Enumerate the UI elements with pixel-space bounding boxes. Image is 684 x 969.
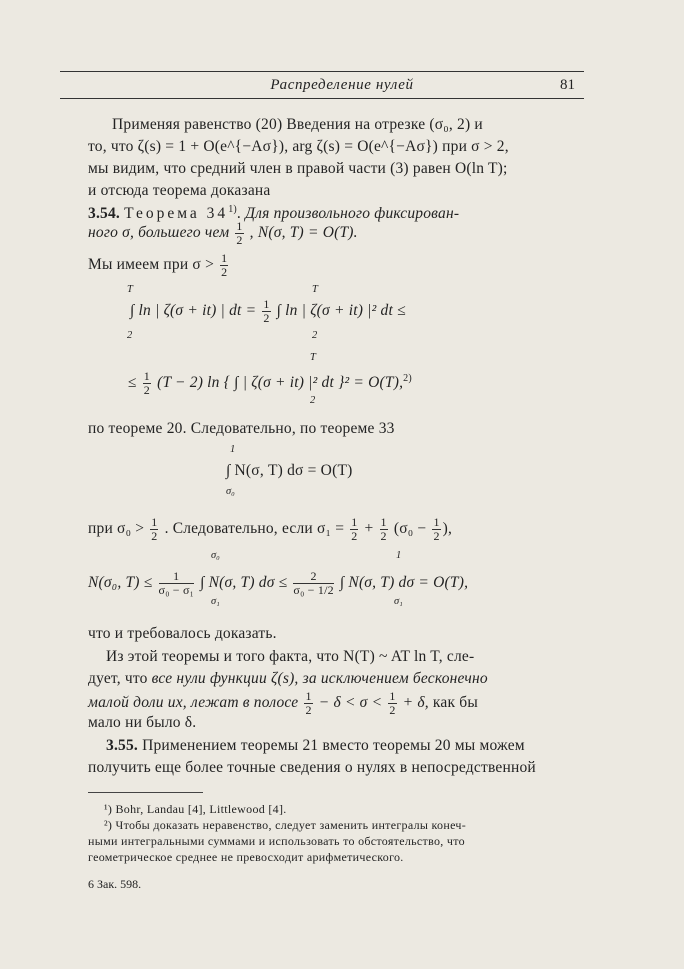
- eq2-lower-limit: 2: [310, 395, 316, 406]
- fraction-half: $\frac{1}{2}$: [236, 219, 243, 247]
- section-355-line-2: получить еще более точные сведения о нулях в непосредственной: [88, 759, 536, 776]
- eq4-lower-limit-2: σ₁: [394, 596, 403, 607]
- header-rule-top: [60, 71, 584, 72]
- text-line-3: мы видим, что средний член в правой части (3) равен O(ln T);: [88, 160, 508, 177]
- when-line: при σ₀ > $\frac{1}{2}$ . Следовательно, если σ₁ = $\frac{1}{2}$ + $\frac{1}{2}$ (σ₀ − $\frac{1}{2}$ ),: [88, 515, 453, 543]
- eq3-lower-limit: σ₀: [226, 486, 235, 497]
- equation-1: ∫ ln | ζ(σ + it) | dt = $\frac{1}{2}$ ∫ ln | ζ(σ + it) |² dt ≤: [130, 297, 406, 325]
- printer-signature: 6 Зак. 598.: [88, 877, 142, 891]
- we-have-line: Мы имеем при σ > $\frac{1}{2}$: [88, 251, 228, 279]
- running-head: Распределение нулей: [270, 77, 414, 93]
- header-rule-bottom: [60, 98, 584, 99]
- equation-3: ∫ N(σ, T) dσ = O(T): [226, 462, 353, 479]
- by-theorem-20-line: по теореме 20. Следовательно, по теореме 33: [88, 420, 395, 437]
- theorem-34-line-2: ного σ, большего чем $\frac{1}{2}$ , N(σ, T) = O(T).: [88, 219, 358, 247]
- footnote-2-line-1: ²) Чтобы доказать неравенство, следует заменить интегралы конеч-: [104, 818, 467, 832]
- footnote-rule: [88, 792, 203, 793]
- footnote-1: ¹) Bohr, Landau [4], Littlewood [4].: [104, 802, 287, 816]
- page-number: 81: [560, 77, 575, 93]
- text-line-4: и отсюда теорема доказана: [88, 182, 271, 199]
- theorem-34-heading: 3.54. Теорема 34$^{1)}$. Для произвольного фиксирован-: [88, 204, 460, 223]
- eq1-upper-limit: T: [127, 284, 133, 295]
- theorem-label: Теорема 34: [124, 205, 229, 223]
- corollary-line-1: Из этой теоремы и того факта, что N(T) ~ AT ln T, сле-: [106, 648, 475, 665]
- section-number: 3.54.: [88, 205, 120, 223]
- footnote-ref-2: 2): [403, 372, 412, 384]
- footnote-2-line-2: ными интегральными суммами и использовать то обстоятельство, что: [88, 834, 465, 848]
- eq1-lower-limit-2: 2: [312, 330, 318, 341]
- corollary-line-4: мало ни было δ.: [88, 714, 197, 731]
- eq3-upper-limit: 1: [230, 444, 236, 455]
- equation-2: ≤ $\frac{1}{2}$ (T − 2) ln { ∫ | ζ(σ + it) |² dt }² = O(T),$^{2)}$: [128, 369, 412, 397]
- equation-4: N(σ₀, T) ≤ $\frac{1}{\text{σ₀ − σ₁}}$ ∫ N(σ, T) dσ ≤ $\frac{2}{\text{σ₀ − 1/2}}$ ∫ N(σ, T) dσ = O(T),: [88, 569, 469, 597]
- eq4-upper-limit: σ₀: [211, 550, 220, 561]
- text-line-2: то, что ζ(s) = 1 + O(e^{−Aσ}), arg ζ(s) = O(e^{−Aσ}) при σ > 2,: [88, 138, 509, 155]
- eq4-upper-limit-2: 1: [396, 550, 402, 561]
- footnote-ref-1: 1): [228, 204, 237, 215]
- theorem-statement: Для произвольного фиксирован-: [245, 205, 460, 223]
- qed-line: что и требовалось доказать.: [88, 625, 277, 642]
- eq1-lower-limit: 2: [127, 330, 133, 341]
- text-line-1: Применяя равенство (20) Введения на отрезке (σ₀, 2) и: [112, 116, 483, 133]
- section-355-line-1: 3.55. Применением теоремы 21 вместо теоремы 20 мы можем: [106, 737, 525, 754]
- footnote-2-line-3: геометрическое среднее не превосходит арифметического.: [88, 850, 404, 864]
- eq2-upper-limit: T: [310, 352, 316, 363]
- eq4-lower-limit: σ₁: [211, 596, 220, 607]
- eq1-upper-limit-2: T: [312, 284, 318, 295]
- corollary-line-3: малой доли их, лежат в полосе $\frac{1}{2}$ − δ < σ < $\frac{1}{2}$ + δ, как бы: [88, 689, 479, 717]
- corollary-line-2: дует, что все нули функции ζ(s), за исключением бесконечно: [88, 670, 488, 687]
